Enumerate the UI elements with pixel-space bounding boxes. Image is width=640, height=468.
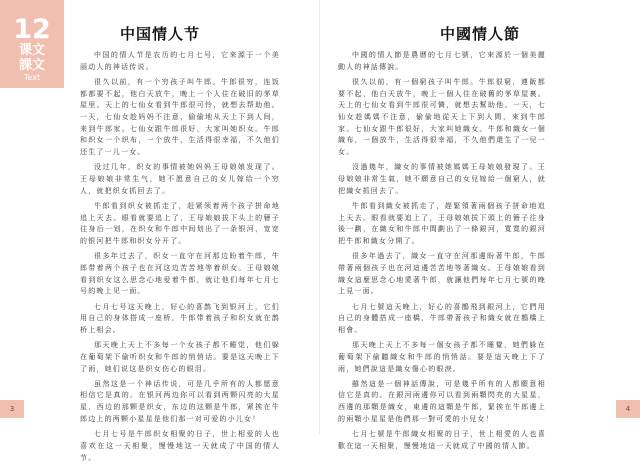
paragraph: 七月七号是牛郎织女相聚的日子，世上相爱的人也喜欢在这一天相聚，慢慢地这一天就成了中国的情人节。 [80,430,280,462]
lesson-label-traditional: 課文 [18,58,45,73]
left-page-title: 中国情人节 [119,25,200,43]
paragraph: 很多年过去了，织女一直守在河那边盼着牛郎，牛郎带着两个孩子也在河这边苦苦地等着织女。王母娘娘看到织女这么思念心地爱着牛郎，就让他们每年七月七号的晚上见一面。 [80,252,280,296]
paragraph: 那天晚上天上不多每一个女孩子都不睡觉，他们躲在葡萄架下偷听织女和牛郎的悄悄话。要是这天晚上下了雨，她们说这是织女伤心的眼泪。 [80,341,280,373]
paragraph: 很多年過去了，織女一直守在河那邊盼著牛郎，牛郎帶著兩個孩子也在河這邊苦苦地等著織女。王母娘娘看到織女這麼思念心地愛著牛郎，就讓他們每年七月七號的晚上見一面。 [338,252,546,296]
paragraph: 没过几年，织女的事情被她妈妈王母娘娘发现了。王母娘娘非常生气，她不愿意自己的女儿嫁给一个穷人，就把织女抓回去了。 [80,163,280,195]
paragraph: 牛郎看到織女被抓走了，趕緊領著兩個孩子拼命地追上天去。眼看就要追上了，王母娘娘拔下頭上的簪子往身後一劃，在織女和牛郎中間劃出了一條銀河，寬寬的銀河把牛郎和織女分開了。 [338,201,546,246]
lesson-label-english: Text [23,73,41,82]
paragraph: 中國的情人節是農曆的七月七號，它來源於一個美麗動人的神話傳說。 [338,51,546,71]
left-page-body [80,50,280,468]
page-number-right: 4 [616,400,640,418]
paragraph: 很久以前，有一个穷孩子叫牛郎。牛郎很穷，连饭都都要不起，他白天放牛，晚上一个人住在破旧的茅草屋里。天上的七仙女看到牛郎很可怜，就想去帮助他。一天，七仙女趁妈妈不注意，偷偷地从天上下到人间，来到牛郎家。七仙女跟牛郎很好，大家叫她织女。牛郎和织女一个织布，一个放牛，生活得很幸福，不久他们还生了一儿一女。 [80,77,280,157]
lesson-label-simplified: 课文 [18,43,45,58]
right-page-body [338,50,546,456]
lesson-number: 12 [13,14,51,45]
paragraph: 雖然這是一個神話傳說，可是幾乎所有的人都願意相信它是真的。在銀河兩邊你可以看到兩顆閃亮的大星星，西邊的那顆是織女，東邊的這顆是牛郎，緊挨在牛郎邊上的兩顆小星星是他們那一對可愛的小兒女！ [338,379,546,423]
paragraph: 七月七号这天晚上，好心的喜鹊飞到银河上，它们用自己的身体搭成一座桥，牛郎带着孩子和织女就在鹊桥上相会。 [80,302,280,334]
paragraph: 七月七號是牛郎織女相聚的日子，世上相愛的人也喜歡在這一天相聚，慢慢地這一天就成了中國的情人節。 [338,430,546,450]
paragraph: 那天晚上天上不多每一個女孩子都不睡覺，她們躲在葡萄架下偷聽織女和牛郎的悄悄話。要是這天晚上下了雨，她們說這是織女傷心的眼淚。 [338,341,546,373]
paragraph: 七月七號這天晚上，好心的喜鵲飛到銀河上，它們用自己的身體搭成一座橋，牛郎帶著孩子和織女就在鵲橋上相會。 [338,302,546,334]
paragraph: 沒過幾年，織女的事情被她媽媽王母娘娘發現了。王母娘娘非常生氣，她不願意自己的女兒嫁給一個窮人，就把織女抓回去了。 [338,163,546,195]
paragraph: 牛郎看到织女被抓走了，赶紧领着两个孩子拼命地追上天去。眼看就要追上了，王母娘娘拔下头上的簪子往身后一划，在织女和牛郎中间划出了一条银河，宽宽的银河把牛郎和织女分开了。 [80,201,280,246]
paragraph: 很久以前，有一個窮孩子叫牛郎。牛郎很窮，連飯都要不起，他白天放牛，晚上一個人住在破舊的茅草屋裏。天上的七仙女看到牛郎很可憐，就想去幫助他。一天，七仙女趁媽媽不注意，偷偷地從天上下到人間，來到牛郎家。七仙女跟牛郎很好，大家叫她織女。牛郎和織女一個織布，一個放牛，生活得很幸福，不久他們還生了一兒一女。 [338,77,546,157]
paragraph: 虽然这是一个神话传说，可是几乎所有的人都愿意相信它是真的。在银河两边你可以看到两颗闪亮的大星星，西边的那颗是织女，东边的这颗是牛郎，紧挨在牛郎边上的两颗小星星是他们那一对可爱的小儿女！ [80,379,280,423]
paragraph: 中国的情人节是农历的七月七号，它来源于一个美丽动人的神话传说。 [80,51,280,71]
page-number-left: 3 [0,400,24,418]
left-page [0,0,320,462]
lesson-tab [0,0,64,88]
right-page-title: 中國情人節 [439,25,520,43]
